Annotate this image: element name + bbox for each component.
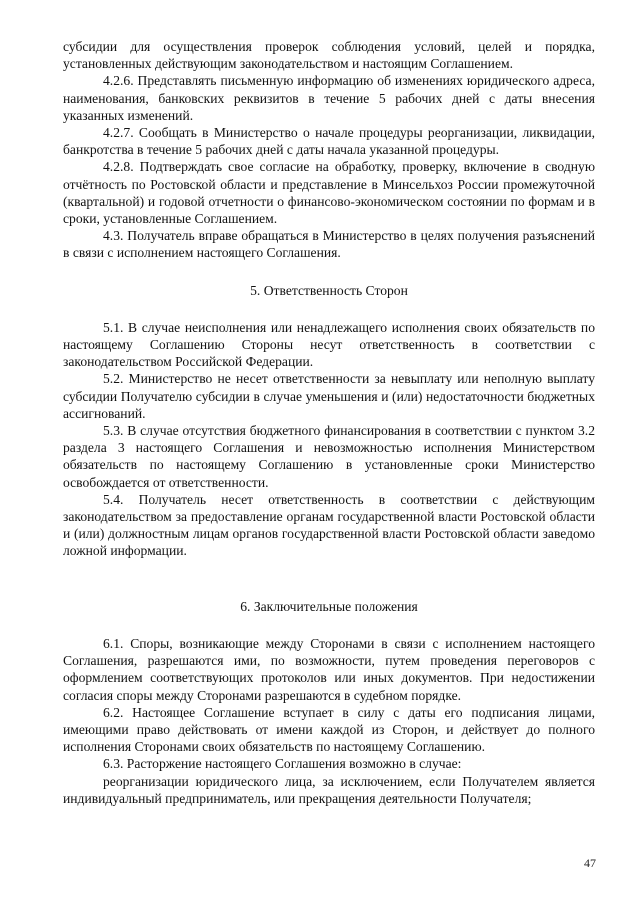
page-number: 47 xyxy=(584,856,596,870)
paragraph-6-3-item: реорганизации юридического лица, за исключением, если Получателем является индивидуальный предприниматель, или прекращения деятельности Получателя; xyxy=(63,773,595,806)
paragraph-6-1: 6.1. Споры, возникающие между Сторонами в связи с исполнением настоящего Соглашения, разрешаются ими, по возможности, путем проведения переговоров с оформлением соответствующих протоколов или иных документов. При недостижении согласия споры между Сторонами разрешаются в судебном порядке. xyxy=(63,635,595,703)
paragraph-4-2-8: 4.2.8. Подтверждать свое согласие на обработку, проверку, включение в сводную отчётность по Ростовской области и представление в Минсельхоз России промежуточной (квартальной) и годовой отчетности о финансово-экономическом состоянии по формам и в сроки, установленные Соглашением. xyxy=(63,159,595,227)
paragraph-6-2: 6.2. Настоящее Соглашение вступает в силу с даты его подписания лицами, имеющими право действовать от имени каждой из Сторон, и действует до полного исполнения Сторонами своих обязательств по настоящему Соглашению. xyxy=(63,704,595,755)
paragraph-4-3: 4.3. Получатель вправе обращаться в Министерство в целях получения разъяснений в связи с исполнением настоящего Соглашения. xyxy=(63,228,595,261)
section-heading-5: 5. Ответственность Сторон xyxy=(250,282,408,298)
paragraph-6-3: 6.3. Расторжение настоящего Соглашения возможно в случае: xyxy=(103,756,462,772)
paragraph-4-2-7: 4.2.7. Сообщать в Министерство о начале процедуры реорганизации, ликвидации, банкротства в течение 5 рабочих дней с даты начала указанной процедуры. xyxy=(63,125,595,158)
paragraph-continuation: субсидии для осуществления проверок соблюдения условий, целей и порядка, установленных действующим законодательством и настоящим Соглашением. xyxy=(63,39,595,72)
paragraph-5-1: 5.1. В случае неисполнения или ненадлежащего исполнения своих обязательств по настоящему Соглашению Стороны несут ответственность в соответствии с законодательством Российской Федерации. xyxy=(63,319,595,370)
paragraph-5-4: 5.4. Получатель несет ответственность в соответствии с действующим законодательством за предоставление органам государственной власти Ростовской области и (или) должностным лицам органов государственной власти Ростовской области заведомо ложной информации. xyxy=(63,491,595,559)
page-body xyxy=(63,38,595,807)
section-heading-6: 6. Заключительные положения xyxy=(240,598,418,614)
paragraph-5-2: 5.2. Министерство не несет ответственности за невыплату или неполную выплату субсидии Получателю субсидии в случае уменьшения и (или) недостаточности бюджетных ассигнований. xyxy=(63,371,595,421)
paragraph-4-2-6: 4.2.6. Представлять письменную информацию об изменениях юридического адреса, наименования, банковских реквизитов в течение 5 рабочих дней с даты внесения указанных изменений. xyxy=(63,73,595,123)
paragraph-5-3: 5.3. В случае отсутствия бюджетного финансирования в соответствии с пунктом 3.2 раздела 3 настоящего Соглашения и невозможностью исполнения Министерством обязательств по настоящему Соглашению в установленные сроки Министерство освобождается от ответственности. xyxy=(63,423,595,490)
